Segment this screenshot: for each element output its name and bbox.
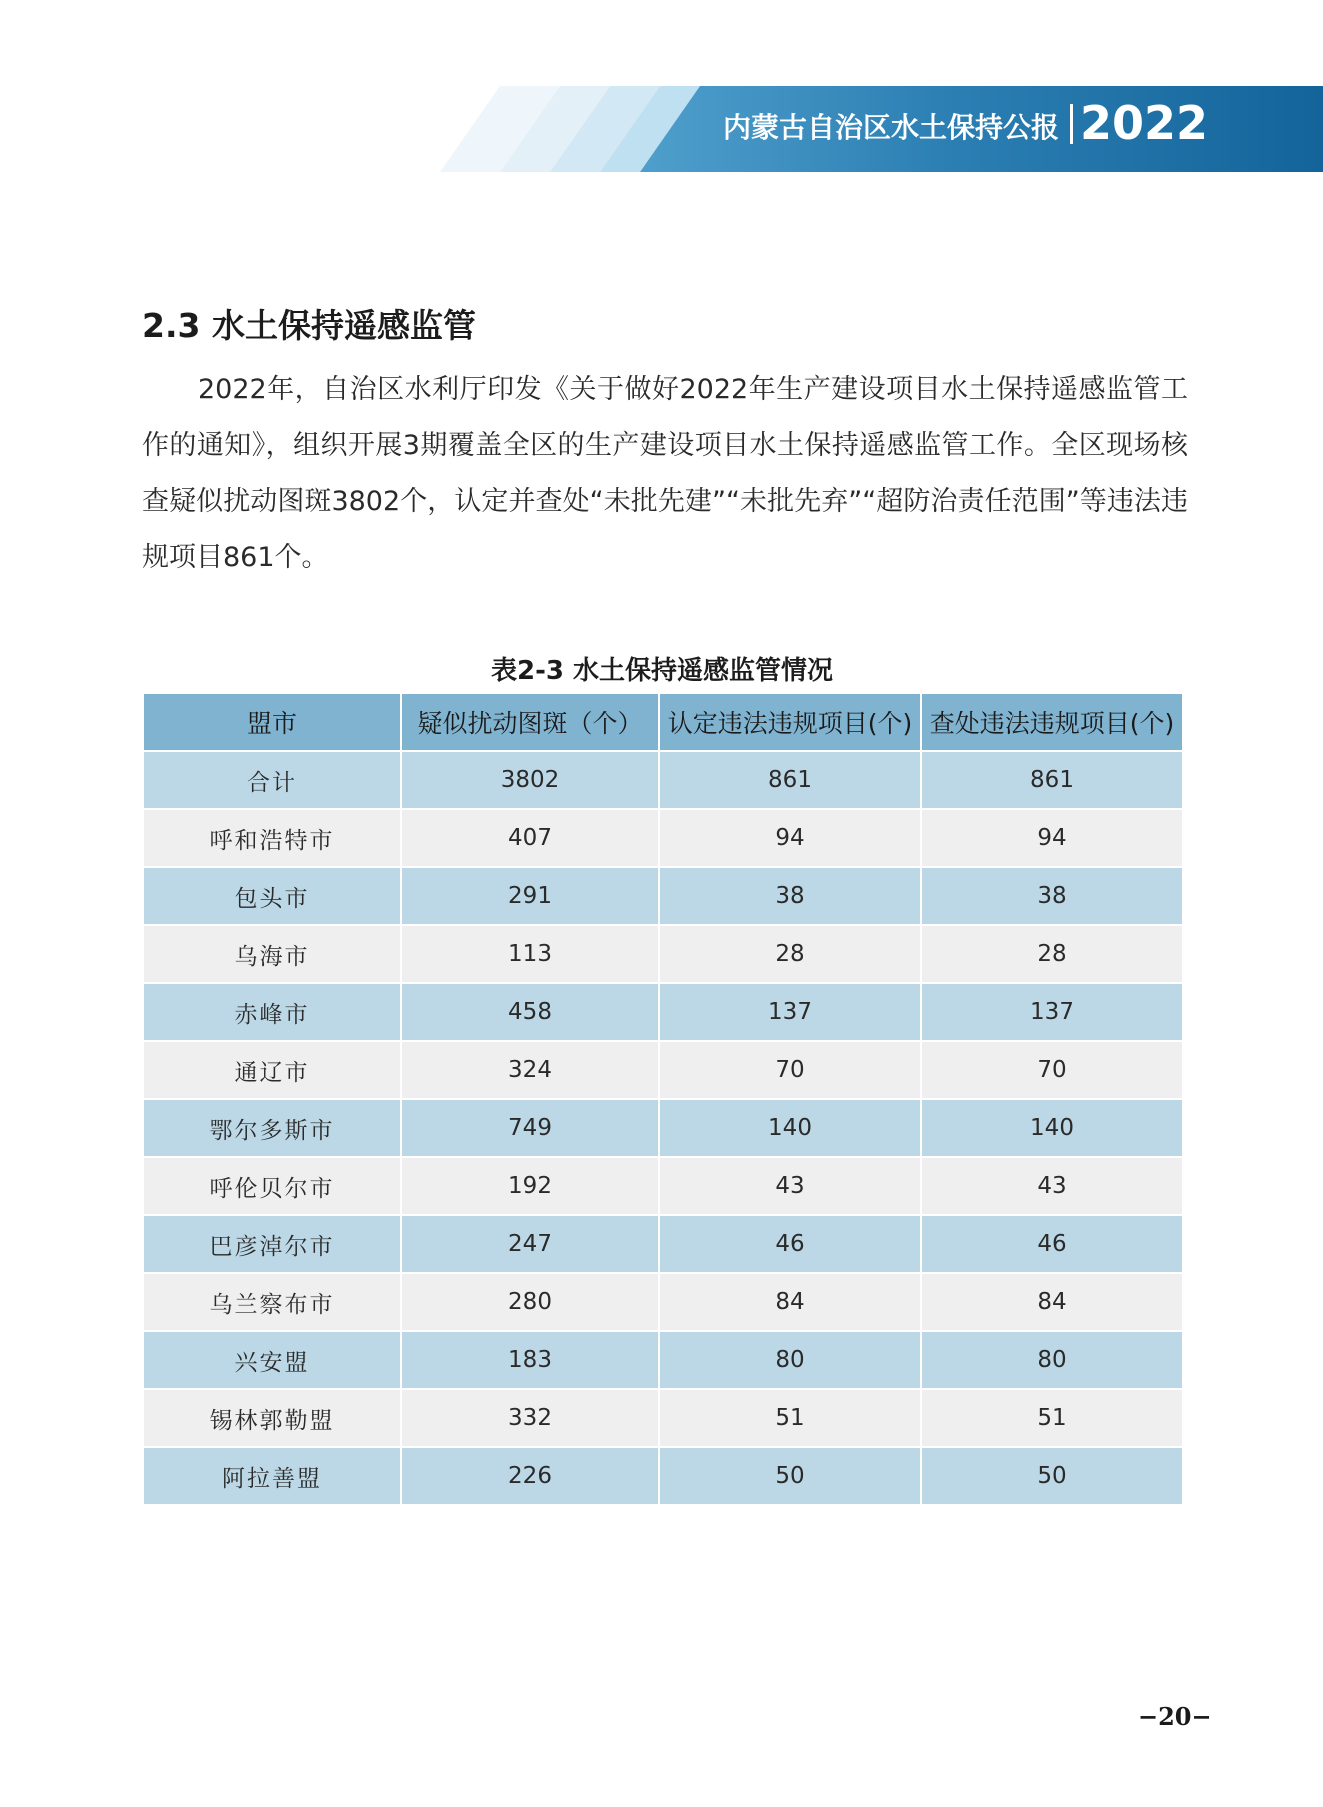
cell-region: 阿拉善盟: [143, 1447, 401, 1505]
table-row: [143, 751, 1183, 809]
table-row: [143, 1447, 1183, 1505]
cell-identified: 861: [659, 751, 921, 809]
header-identified-projects: 认定违法违规项目(个): [659, 693, 921, 751]
cell-handled: 140: [921, 1099, 1183, 1157]
cell-identified: 51: [659, 1389, 921, 1447]
cell-identified: 38: [659, 867, 921, 925]
table-row: [143, 1389, 1183, 1447]
cell-identified: 50: [659, 1447, 921, 1505]
cell-handled: 46: [921, 1215, 1183, 1273]
cell-identified: 140: [659, 1099, 921, 1157]
cell-patches: 3802: [401, 751, 659, 809]
cell-region: 赤峰市: [143, 983, 401, 1041]
table-caption: 表2-3 水土保持遥感监管情况: [490, 656, 834, 686]
table-row: [143, 1099, 1183, 1157]
cell-handled: 38: [921, 867, 1183, 925]
cell-region: 包头市: [143, 867, 401, 925]
header-region: 盟市: [143, 693, 401, 751]
cell-handled: 51: [921, 1389, 1183, 1447]
cell-region: 乌海市: [143, 925, 401, 983]
header-suspected-patches: 疑似扰动图斑（个）: [401, 693, 659, 751]
cell-patches: 407: [401, 809, 659, 867]
cell-handled: 94: [921, 809, 1183, 867]
cell-patches: 458: [401, 983, 659, 1041]
cell-identified: 84: [659, 1273, 921, 1331]
cell-patches: 291: [401, 867, 659, 925]
cell-region: 乌兰察布市: [143, 1273, 401, 1331]
header-banner: [0, 0, 1323, 175]
cell-handled: 80: [921, 1331, 1183, 1389]
cell-patches: 332: [401, 1389, 659, 1447]
cell-region: 巴彦淖尔市: [143, 1215, 401, 1273]
table-row: [143, 1041, 1183, 1099]
cell-handled: 84: [921, 1273, 1183, 1331]
table-row: [143, 809, 1183, 867]
table-row: [143, 1157, 1183, 1215]
table-row: [143, 1215, 1183, 1273]
table-header-row: [143, 693, 1183, 751]
cell-identified: 137: [659, 983, 921, 1041]
table-row: [143, 1331, 1183, 1389]
cell-patches: 226: [401, 1447, 659, 1505]
cell-region: 通辽市: [143, 1041, 401, 1099]
table-row: [143, 925, 1183, 983]
title-separator: [1070, 104, 1073, 144]
cell-region: 锡林郭勒盟: [143, 1389, 401, 1447]
cell-handled: 50: [921, 1447, 1183, 1505]
cell-identified: 28: [659, 925, 921, 983]
bulletin-year: 2022: [1080, 96, 1209, 150]
cell-identified: 94: [659, 809, 921, 867]
cell-region: 呼和浩特市: [143, 809, 401, 867]
cell-identified: 43: [659, 1157, 921, 1215]
cell-identified: 70: [659, 1041, 921, 1099]
cell-patches: 749: [401, 1099, 659, 1157]
cell-handled: 28: [921, 925, 1183, 983]
cell-handled: 43: [921, 1157, 1183, 1215]
cell-patches: 280: [401, 1273, 659, 1331]
cell-identified: 80: [659, 1331, 921, 1389]
cell-region: 兴安盟: [143, 1331, 401, 1389]
cell-patches: 113: [401, 925, 659, 983]
table-row: [143, 1273, 1183, 1331]
header-handled-projects: 查处违法违规项目(个): [921, 693, 1183, 751]
cell-region: 合计: [143, 751, 401, 809]
supervision-table: [142, 692, 1184, 1506]
cell-region: 呼伦贝尔市: [143, 1157, 401, 1215]
table-row: [143, 983, 1183, 1041]
section-title: 2.3 水土保持遥感监管: [142, 306, 476, 345]
cell-handled: 861: [921, 751, 1183, 809]
cell-handled: 70: [921, 1041, 1183, 1099]
cell-identified: 46: [659, 1215, 921, 1273]
section-paragraph: 2022年，自治区水利厅印发《关于做好2022年生产建设项目水土保持遥感监管工作的通知》，组织开展3期覆盖全区的生产建设项目水土保持遥感监管工作。全区现场核查疑似扰动图斑3802个，认定并查处“未批先建”“未批先弃”“超防治责任范围”等违法违规项目861个。: [142, 374, 1188, 573]
table-row: [143, 867, 1183, 925]
cell-patches: 183: [401, 1331, 659, 1389]
cell-patches: 192: [401, 1157, 659, 1215]
cell-handled: 137: [921, 983, 1183, 1041]
cell-region: 鄂尔多斯市: [143, 1099, 401, 1157]
cell-patches: 324: [401, 1041, 659, 1099]
bulletin-title: 内蒙古自治区水土保持公报: [723, 111, 1060, 144]
page-number: −20−: [1138, 1702, 1212, 1731]
cell-patches: 247: [401, 1215, 659, 1273]
